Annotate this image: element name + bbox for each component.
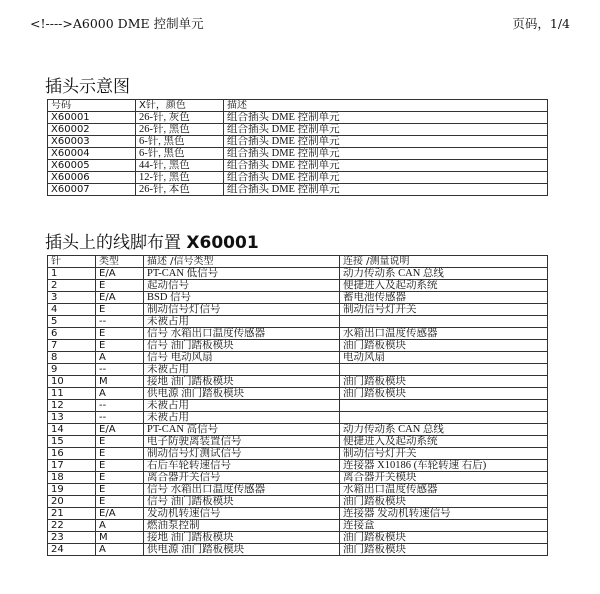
table-cell: 组合插头 DME 控制单元 (224, 124, 548, 136)
section-title-pin-layout (45, 228, 259, 253)
table-cell: 连接器 X10186 (车轮转速 右后) (340, 460, 548, 472)
table-cell: X60007 (48, 184, 136, 196)
table-cell: 16 (48, 448, 96, 460)
table-cell: 起动信号 (144, 280, 340, 292)
document-title: <!---->A6000 DME 控制单元 (30, 16, 204, 31)
table-cell: A (96, 544, 144, 556)
table-row (48, 292, 548, 304)
table-cell: X60002 (48, 124, 136, 136)
table-row (48, 532, 548, 544)
table-row (48, 460, 548, 472)
table-cell (340, 316, 548, 328)
table-row (48, 340, 548, 352)
table-row (48, 424, 548, 436)
table-cell: 制动信号灯测试信号 (144, 448, 340, 460)
table-cell: 油门踏板模块 (340, 376, 548, 388)
table-cell: E (96, 484, 144, 496)
table-cell: 13 (48, 412, 96, 424)
table-cell: 信号 油门踏板模块 (144, 340, 340, 352)
table-row (48, 412, 548, 424)
table-cell: 信号 油门踏板模块 (144, 496, 340, 508)
table-row (48, 472, 548, 484)
table-cell: 26-针, 本色 (136, 184, 224, 196)
table-cell: PT-CAN 低信号 (144, 268, 340, 280)
table-cell: E (96, 304, 144, 316)
column-header: 连接 /测量说明 (340, 256, 548, 268)
table-row (48, 148, 548, 160)
table-cell: 组合插头 DME 控制单元 (224, 112, 548, 124)
table-cell: 右后车轮转速信号 (144, 460, 340, 472)
table-row (48, 112, 548, 124)
table-cell: 便捷进入及起动系统 (340, 280, 548, 292)
table-cell: E (96, 496, 144, 508)
table-cell: 14 (48, 424, 96, 436)
table-cell: 发动机转速信号 (144, 508, 340, 520)
table-cell: 组合插头 DME 控制单元 (224, 136, 548, 148)
table-cell: 制动信号灯开关 (340, 448, 548, 460)
table-cell: 制动信号灯信号 (144, 304, 340, 316)
table-cell: 动力传动系 CAN 总线 (340, 424, 548, 436)
table-row (48, 496, 548, 508)
table-cell: 接地 油门踏板模块 (144, 532, 340, 544)
table-cell: 连接器 发动机转速信号 (340, 508, 548, 520)
table-cell: 18 (48, 472, 96, 484)
table-cell: 6-针, 黑色 (136, 136, 224, 148)
section-title-plug-diagram: 插头示意图 (45, 77, 130, 97)
table-row (48, 352, 548, 364)
table-cell: 便捷进入及起动系统 (340, 436, 548, 448)
table-row (48, 160, 548, 172)
table-row (48, 124, 548, 136)
table-cell: 21 (48, 508, 96, 520)
table-cell: 离合器开关信号 (144, 472, 340, 484)
table-cell: 44-针, 黑色 (136, 160, 224, 172)
table-cell: 8 (48, 352, 96, 364)
table-cell: E/A (96, 292, 144, 304)
table-cell: 油门踏板模块 (340, 532, 548, 544)
table-cell: 20 (48, 496, 96, 508)
table-row (48, 328, 548, 340)
table-cell: E (96, 448, 144, 460)
table-cell: 未被占用 (144, 412, 340, 424)
table-cell: X60004 (48, 148, 136, 160)
table-cell: A (96, 388, 144, 400)
table-cell: 油门踏板模块 (340, 496, 548, 508)
column-header: 类型 (96, 256, 144, 268)
table-cell: E (96, 460, 144, 472)
table-cell: 10 (48, 376, 96, 388)
table-row (48, 544, 548, 556)
table-cell: 组合插头 DME 控制单元 (224, 160, 548, 172)
column-header: X针，颜色 (136, 100, 224, 112)
table-cell: 油门踏板模块 (340, 544, 548, 556)
table-cell: 连接盒 (340, 520, 548, 532)
table-row (48, 364, 548, 376)
table-cell: 7 (48, 340, 96, 352)
table-cell: 11 (48, 388, 96, 400)
table-cell: M (96, 376, 144, 388)
table-cell: X60001 (48, 112, 136, 124)
table-cell: 6 (48, 328, 96, 340)
table-cell: 19 (48, 484, 96, 496)
table-cell: 未被占用 (144, 316, 340, 328)
table-cell: 制动信号灯开关 (340, 304, 548, 316)
table-cell (340, 412, 548, 424)
table-cell: 电子防驶离装置信号 (144, 436, 340, 448)
table-cell: E/A (96, 268, 144, 280)
table-row (48, 268, 548, 280)
table-row (48, 316, 548, 328)
page-header (30, 14, 570, 30)
table-row (48, 436, 548, 448)
column-header: 号码 (48, 100, 136, 112)
table-cell: E (96, 280, 144, 292)
table-row (48, 280, 548, 292)
column-header: 针 (48, 256, 96, 268)
table-cell: E (96, 340, 144, 352)
table-cell: -- (96, 364, 144, 376)
table-row (48, 376, 548, 388)
table-cell: 水箱出口温度传感器 (340, 328, 548, 340)
table-cell: 蓄电池传感器 (340, 292, 548, 304)
table-row (48, 184, 548, 196)
table-cell: 26-针, 黑色 (136, 124, 224, 136)
connector-code: X60001 (186, 233, 259, 253)
table-cell: 5 (48, 316, 96, 328)
table-row (48, 520, 548, 532)
table-cell: 17 (48, 460, 96, 472)
table-cell: 水箱出口温度传感器 (340, 484, 548, 496)
table-cell: 15 (48, 436, 96, 448)
table-cell: 6-针, 黑色 (136, 148, 224, 160)
pin-table (47, 255, 548, 556)
column-header: 描述 (224, 100, 548, 112)
table-row (48, 508, 548, 520)
table-cell: 组合插头 DME 控制单元 (224, 184, 548, 196)
table-cell: 4 (48, 304, 96, 316)
table-cell: PT-CAN 高信号 (144, 424, 340, 436)
plug-table (47, 99, 548, 196)
table-cell: 9 (48, 364, 96, 376)
table-cell: A (96, 352, 144, 364)
table-cell (340, 400, 548, 412)
table-cell: 油门踏板模块 (340, 340, 548, 352)
table-cell: 组合插头 DME 控制单元 (224, 172, 548, 184)
table-cell: 燃油泵控制 (144, 520, 340, 532)
table-cell: 离合器开关模块 (340, 472, 548, 484)
table-row (48, 400, 548, 412)
table-cell: 12-针, 黑色 (136, 172, 224, 184)
table-row (48, 136, 548, 148)
table-cell: A (96, 520, 144, 532)
table-cell: 1 (48, 268, 96, 280)
table-cell: 电动风扇 (340, 352, 548, 364)
table-cell: E (96, 472, 144, 484)
table-header-row (48, 100, 548, 112)
table-cell: 23 (48, 532, 96, 544)
table-cell: 2 (48, 280, 96, 292)
table-row (48, 304, 548, 316)
table-cell: 26-针, 灰色 (136, 112, 224, 124)
table-cell: BSD 信号 (144, 292, 340, 304)
table-cell: E (96, 436, 144, 448)
table-header-row (48, 256, 548, 268)
table-row (48, 448, 548, 460)
table-cell: -- (96, 400, 144, 412)
table-cell: 接地 油门踏板模块 (144, 376, 340, 388)
table-row (48, 388, 548, 400)
table-row (48, 484, 548, 496)
table-cell: 3 (48, 292, 96, 304)
table-cell: 未被占用 (144, 400, 340, 412)
table-cell: 组合插头 DME 控制单元 (224, 148, 548, 160)
table-cell: -- (96, 412, 144, 424)
section-title-text: 插头上的线脚布置 (45, 233, 181, 253)
table-cell: X60005 (48, 160, 136, 172)
table-cell: 油门踏板模块 (340, 388, 548, 400)
table-cell (340, 364, 548, 376)
table-row (48, 172, 548, 184)
table-cell: 22 (48, 520, 96, 532)
table-cell: 24 (48, 544, 96, 556)
table-cell: E (96, 328, 144, 340)
table-cell: 12 (48, 400, 96, 412)
table-cell: E/A (96, 508, 144, 520)
page-number: 页码，1/4 (512, 16, 570, 31)
table-cell: E/A (96, 424, 144, 436)
table-cell: -- (96, 316, 144, 328)
table-cell: 供电源 油门踏板模块 (144, 544, 340, 556)
table-cell: 未被占用 (144, 364, 340, 376)
table-cell: 信号 电动风扇 (144, 352, 340, 364)
table-cell: 动力传动系 CAN 总线 (340, 268, 548, 280)
table-cell: X60003 (48, 136, 136, 148)
table-cell: 信号 水箱出口温度传感器 (144, 484, 340, 496)
table-cell: M (96, 532, 144, 544)
table-cell: 供电源 油门踏板模块 (144, 388, 340, 400)
table-cell: X60006 (48, 172, 136, 184)
column-header: 描述 /信号类型 (144, 256, 340, 268)
table-cell: 信号 水箱出口温度传感器 (144, 328, 340, 340)
